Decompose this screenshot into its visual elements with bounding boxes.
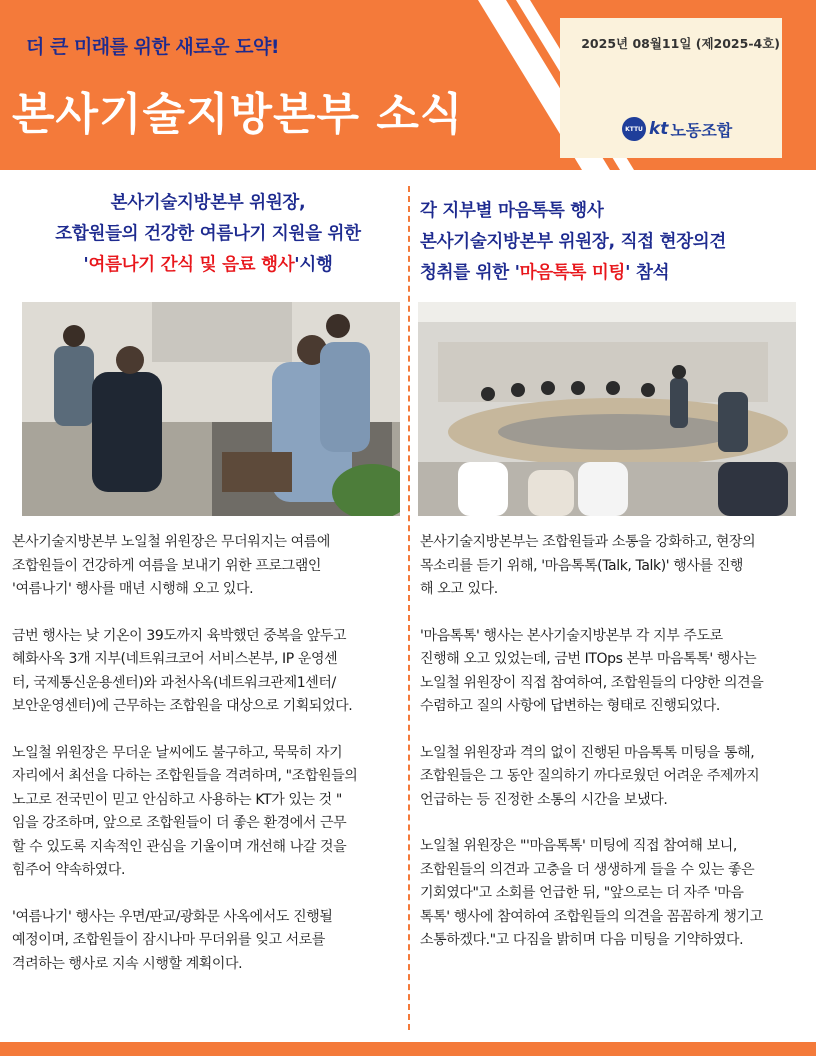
footer-bar (0, 1042, 816, 1056)
union-seal-icon: KTTU (622, 117, 646, 141)
left-paragraph-2: 금번 행사는 낮 기온이 39도까지 육박했던 중복을 앞두고 혜화사옥 3개 지부(네트워크코어 서비스본부, IP 운영센 터, 국제통신운용센터)와 과천사옥(네트워크관제1센터/ 보안운영센터)에 근무하는 조합원을 대상으로 기획되었다. (12, 627, 353, 714)
right-headline-line3: 청취를 위한 '마음톡톡 미팅' 참석 (420, 263, 670, 283)
right-paragraph-4: 노일철 위원장은 "'마음톡톡' 미팅에 직접 참여해 보니, 조합원들의 의견과 고충을 더 생생하게 들을 수 있는 좋은 기회였다"고 소회를 언급한 뒤, "앞으로는 더 자주 '마음 톡톡' 행사에 참여하여 조합원들의 의견을 꼼꼼하게 챙기고 소통하겠다."고 다짐을 밝히며 다음 미팅을 기약하였다. (420, 838, 763, 948)
left-headline-line3: '여름나기 간식 및 음료 행사'시행 (83, 255, 333, 275)
kt-union-logo (622, 116, 732, 142)
left-paragraph-4: '여름나기' 행사는 우면/판교/광화문 사옥에서도 진행될 예정이며, 조합원들이 잠시나마 무더위를 잊고 서로를 격려하는 행사로 지속 시행할 계획이다. (12, 908, 333, 972)
right-paragraph-3: 노일철 위원장과 격의 없이 진행된 마음톡톡 미팅을 통해, 조합원들은 그 동안 질의하기 까다로웠던 어려운 주제까지 언급하는 등 진정한 소통의 시간을 보냈다. (420, 744, 760, 808)
meeting-photo (418, 302, 796, 516)
right-article-body (420, 531, 806, 976)
issue-date: 2025년 08월11일 (제2025-4호) (581, 36, 780, 51)
left-headline-highlight: 여름나기 간식 및 음료 행사 (88, 255, 295, 275)
left-paragraph-3: 노일철 위원장은 무더운 날씨에도 불구하고, 묵묵히 자기 자리에서 최선을 다하는 조합원들을 격려하며, "조합원들의 노고로 전국민이 믿고 안심하고 사용하는 KT가 있는 것 " 임을 강조하며, 앞으로 조합원들이 더 좋은 환경에서 근무 할 수 있도록 지속적인 관심을 기울이며 개선해 나갈 것을 힘주어 약속하였다. (12, 744, 358, 878)
right-headline-line1: 각 지부별 마음톡톡 행사 (420, 201, 604, 221)
right-headline-highlight: 마음톡톡 미팅 (519, 263, 626, 283)
left-headline-line2: 조합원들의 건강한 여름나기 지원을 위한 (55, 224, 361, 244)
right-paragraph-2: '마음톡톡' 행사는 본사기술지방본부 각 지부 주도로 진행해 오고 있었는데, 금번 ITOps 본부 마음톡톡' 행사는 노일철 위원장이 직접 참여하여, 조합원들의 다양한 의견을 수렴하고 질의 사항에 답변하는 형태로 진행되었다. (420, 627, 764, 714)
logo-union-text: 노동조합 (670, 120, 733, 140)
left-article-body (12, 531, 400, 999)
left-headline-line1: 본사기술지방본부 위원장, (110, 193, 306, 213)
column-divider (408, 186, 410, 1030)
newsletter-title: 본사기술지방본부 소식 (12, 89, 464, 140)
summer-event-photo (22, 302, 400, 516)
right-headline-line2: 본사기술지방본부 위원장, 직접 현장의견 (420, 232, 727, 252)
logo-brand: kt (649, 119, 669, 139)
right-paragraph-1: 본사기술지방본부는 조합원들과 소통을 강화하고, 현장의 목소리를 듣기 위해, '마음톡톡(Talk, Talk)' 행사를 진행 해 오고 있다. (420, 534, 756, 597)
left-paragraph-1: 본사기술지방본부 노일철 위원장은 무더워지는 여름에 조합원들이 건강하게 여름을 보내기 위한 프로그램인 '여름나기' 행사를 매년 시행해 오고 있다. (12, 534, 331, 597)
newsletter-header (0, 0, 816, 170)
left-article-headline (14, 188, 402, 281)
header-tagline: 더 큰 미래를 위한 새로운 도약! (26, 36, 279, 58)
right-article-headline (420, 196, 810, 289)
